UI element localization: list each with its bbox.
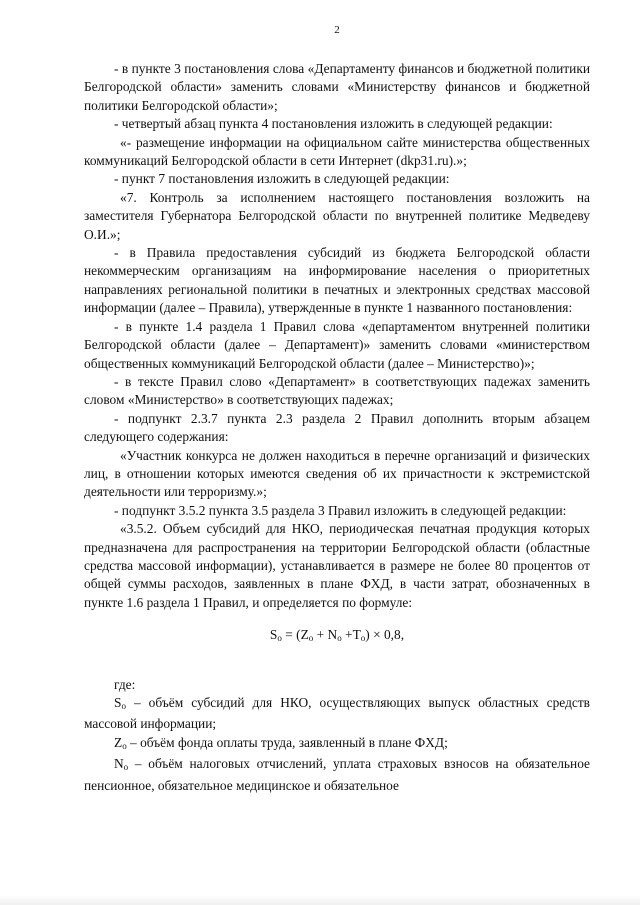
paragraph: - подпункт 3.5.2 пункта 3.5 раздела 3 Правил изложить в следующей редакции:	[114, 502, 567, 518]
paragraph: - в пункте 3 постановления слова «Департаменту финансов и бюджетной политики Белгородской области» заменить словами «Министерству финансов и бюджетной политики Белгородской области»;	[84, 61, 590, 113]
formula-operator: = (	[281, 627, 301, 643]
definition-symbol: Z	[114, 734, 123, 750]
formula-operator: +	[341, 627, 353, 643]
definition-subscript: о	[121, 701, 126, 711]
paragraph: - в Правила предоставления субсидий из бюджета Белгородской области некоммерческим организациям на информирование населения о приоритетных направлениях региональной политики в печатных и электронных средствах массовой информации (далее – Правила), утвержденные в пункте 1 названного постановления:	[84, 245, 590, 316]
formula-operator: +	[313, 627, 328, 643]
formula-subscript: о	[277, 633, 282, 644]
paragraph: - четвертый абзац пункта 4 постановления изложить в следующей редакции:	[114, 116, 553, 132]
quoted-paragraph: «7. Контроль за исполнением настоящего постановления возложить на заместителя Губернатора Белгородской области по внутренней политике Медведеву О.И.»;	[84, 189, 590, 242]
paragraph: - в пункте 1.4 раздела 1 Правил слова «департаментом внутренней политики Белгородской области (далее – Департамент)» заменить словами «министерством общественных коммуникаций Белгородской области (далее – Министерство)»;	[84, 318, 590, 371]
definition-subscript: о	[122, 740, 127, 751]
definition-s	[84, 694, 590, 734]
formula-subscript: о	[308, 633, 314, 644]
definition-z	[84, 734, 590, 755]
definition-n	[84, 755, 590, 795]
formula-symbol: Z	[300, 627, 309, 643]
quoted-paragraph: «- размещение информации на официальном сайте министерства общественных коммуникаций Белгородской области в сети Интернет (dkp31.ru).»;	[84, 134, 590, 169]
definition-text: – объём субсидий для НКО, осуществляющих выпуск областных средств массовой информации;	[84, 695, 590, 732]
formula-subscript: о	[337, 633, 342, 644]
formula-symbol: S	[269, 627, 278, 643]
scan-edge-shadow	[0, 895, 640, 905]
definition-subscript: о	[123, 762, 129, 773]
formula-symbol: T	[352, 627, 361, 643]
quoted-paragraph: «Участник конкурса не должен находиться в перечне организаций и физических лиц, в отношении которых имеются сведения об их причастности к экстремистской деятельности или терроризму.»;	[84, 447, 590, 500]
quoted-paragraph: «3.5.2. Объем субсидий для НКО, периодическая печатная продукция которых предназначена для распространения на территории Белгородской области (областные средства массовой информации), устанавливается в размере не более 80 процентов от общей суммы расходов, заявленных в плане ФХД, в части затрат, обозначенных в пункте 1.6 раздела 1 Правил, и определяется по формуле:	[84, 521, 590, 610]
formula-symbol: N	[327, 627, 338, 643]
definition-symbol: S	[114, 695, 122, 710]
paragraph: - подпункт 2.3.7 пункта 2.3 раздела 2 Правил дополнить вторым абзацем следующего содержания:	[84, 410, 590, 445]
document-body	[84, 60, 590, 795]
paragraph: - пункт 7 постановления изложить в следующей редакции:	[114, 171, 450, 187]
formula	[84, 626, 590, 647]
definition-text: – объём фонда оплаты труда, заявленный в плане ФХД;	[126, 734, 448, 750]
definition-symbol: N	[114, 756, 124, 772]
paragraph: - в тексте Правил слово «Департамент» в соответствующих падежах заменить словом «Министерство» в соответствующих падежах;	[84, 373, 590, 408]
page-number: 2	[334, 24, 340, 36]
where-label: где:	[114, 676, 136, 692]
document-page	[84, 0, 590, 905]
formula-operator: ) × 0,8,	[365, 627, 405, 643]
formula-subscript: о	[360, 633, 366, 644]
definition-text: – объём налоговых отчислений, уплата страховых взносов на обязательное пенсионное, обязательное медицинское и обязательное	[84, 756, 590, 793]
